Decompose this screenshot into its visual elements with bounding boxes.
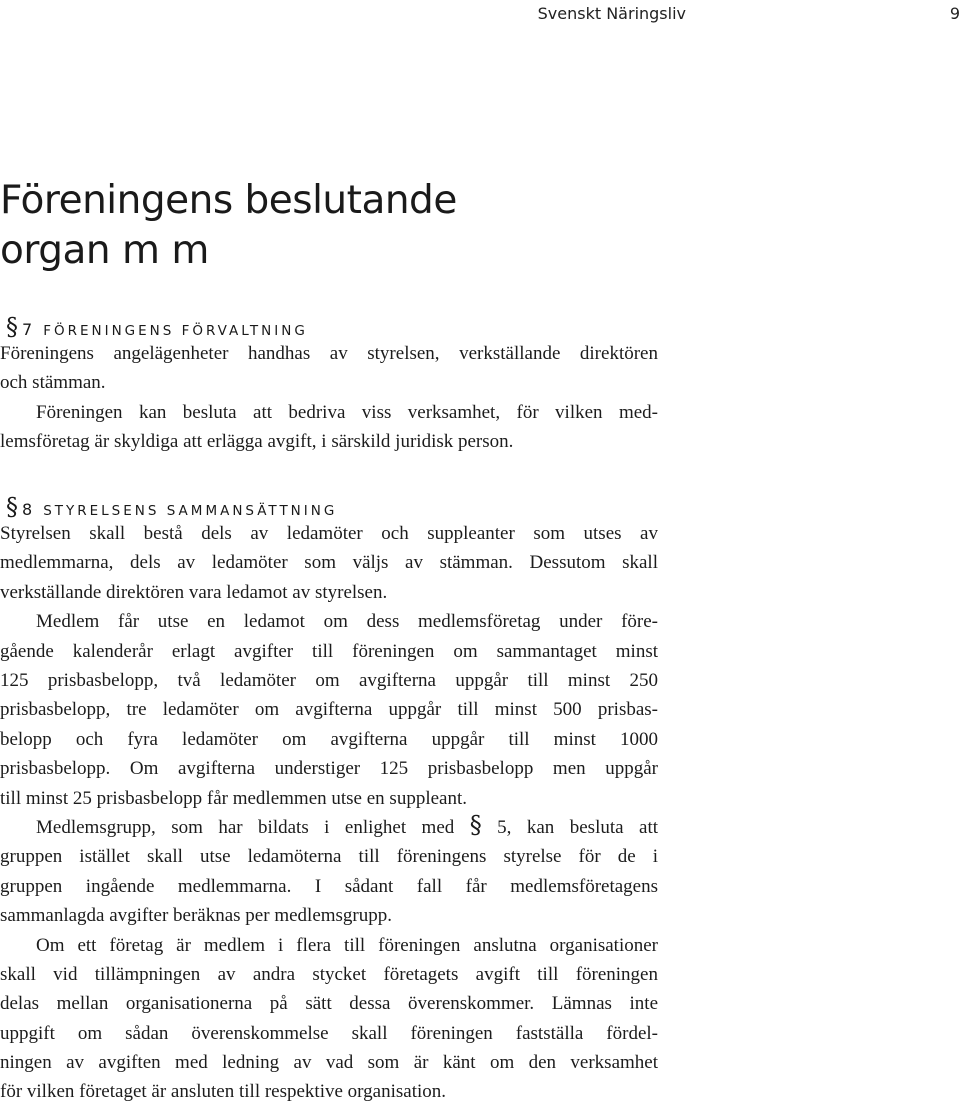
- text-line: uppgift om sådan överenskommelse skall föreningen fastställa fördel-: [0, 1022, 658, 1044]
- section-number: 8: [22, 500, 34, 519]
- text-line: prisbasbelopp. Om avgifterna understiger 125 prisbasbelopp men uppgår: [0, 758, 658, 780]
- text-line: till minst 25 prisbasbelopp får medlemmen utse en suppleant.: [0, 787, 467, 809]
- text-line: 125 prisbasbelopp, två ledamöter om avgifterna uppgår till minst 250: [0, 669, 658, 691]
- section-heading: [0, 312, 658, 339]
- text-line: Styrelsen skall bestå dels av ledamöter och suppleanter som utses av: [0, 523, 658, 544]
- section-mark-icon: §: [6, 313, 18, 341]
- text-fragment: Medlemsgrupp, som har bildats i enlighet med: [36, 816, 455, 838]
- page-number: 9: [949, 4, 960, 23]
- text-line: sammanlagda avgifter beräknas per medlemsgrupp.: [0, 905, 392, 927]
- chapter-title: [0, 176, 457, 276]
- text-line: gruppen ingående medlemmarna. I sådant fall får medlemsföretagens: [0, 875, 658, 897]
- text-line: för vilken företaget är ansluten till respektive organisation.: [0, 1081, 447, 1103]
- text-line: gående kalenderår erlagt avgifter till föreningen om sammantaget minst: [0, 640, 658, 662]
- text-line: Föreningens angelägenheter handhas av styrelsen, verkställande direktören: [0, 343, 658, 364]
- running-title: Svenskt Näringsliv: [537, 4, 686, 23]
- text-line: delas mellan organisationerna på sätt dessa överenskommer. Lämnas inte: [0, 993, 658, 1015]
- text-line: Medlem får utse en ledamot om dess medlemsföretag under före-: [36, 611, 658, 633]
- section-ref-icon: §: [469, 812, 482, 839]
- section-label: FÖRENINGENS FÖRVALTNING: [43, 323, 308, 339]
- text-line: ningen av avgiften med ledning av vad som är känt om den verksamhet: [0, 1052, 658, 1074]
- paragraph: [0, 398, 658, 457]
- section-label: STYRELSENS SAMMANSÄTTNING: [43, 503, 338, 519]
- text-line: belopp och fyra ledamöter om avgifterna uppgår till minst 1000: [0, 728, 658, 750]
- section-number: 7: [22, 320, 34, 339]
- section-8: [0, 492, 658, 1107]
- paragraph: [0, 339, 658, 398]
- text-line: lemsföretag är skyldiga att erlägga avgift, i särskild juridisk person.: [0, 431, 514, 453]
- section-mark-icon: §: [6, 493, 18, 521]
- paragraph: [0, 931, 658, 1107]
- text-line: medlemmarna, dels av ledamöter som väljs av stämman. Dessutom skall: [0, 552, 658, 574]
- text-line: skall vid tillämpningen av andra stycket företagets avgift till föreningen: [0, 963, 658, 985]
- chapter-title-line-2: organ m m: [0, 228, 209, 273]
- text-line: prisbasbelopp, tre ledamöter om avgifterna uppgår till minst 500 prisbas-: [0, 699, 658, 721]
- text-line: verkställande direktören vara ledamot av styrelsen.: [0, 581, 388, 603]
- text-line: Om ett företag är medlem i flera till föreningen anslutna organisationer: [36, 934, 658, 956]
- text-fragment: 5, kan besluta att: [497, 816, 658, 838]
- text-line: och stämman.: [0, 372, 106, 394]
- paragraph: [0, 519, 658, 607]
- paragraph: [0, 813, 658, 931]
- text-line: gruppen istället skall utse ledamöterna till föreningens styrelse för de i: [0, 846, 658, 868]
- text-line: Föreningen kan besluta att bedriva viss verksamhet, för vilken med-: [36, 401, 658, 423]
- section-7: [0, 312, 658, 457]
- section-heading: [0, 492, 658, 519]
- text-line: [0, 813, 658, 842]
- running-header: [0, 4, 960, 26]
- paragraph: [0, 607, 658, 813]
- chapter-title-line-1: Föreningens beslutande: [0, 178, 457, 223]
